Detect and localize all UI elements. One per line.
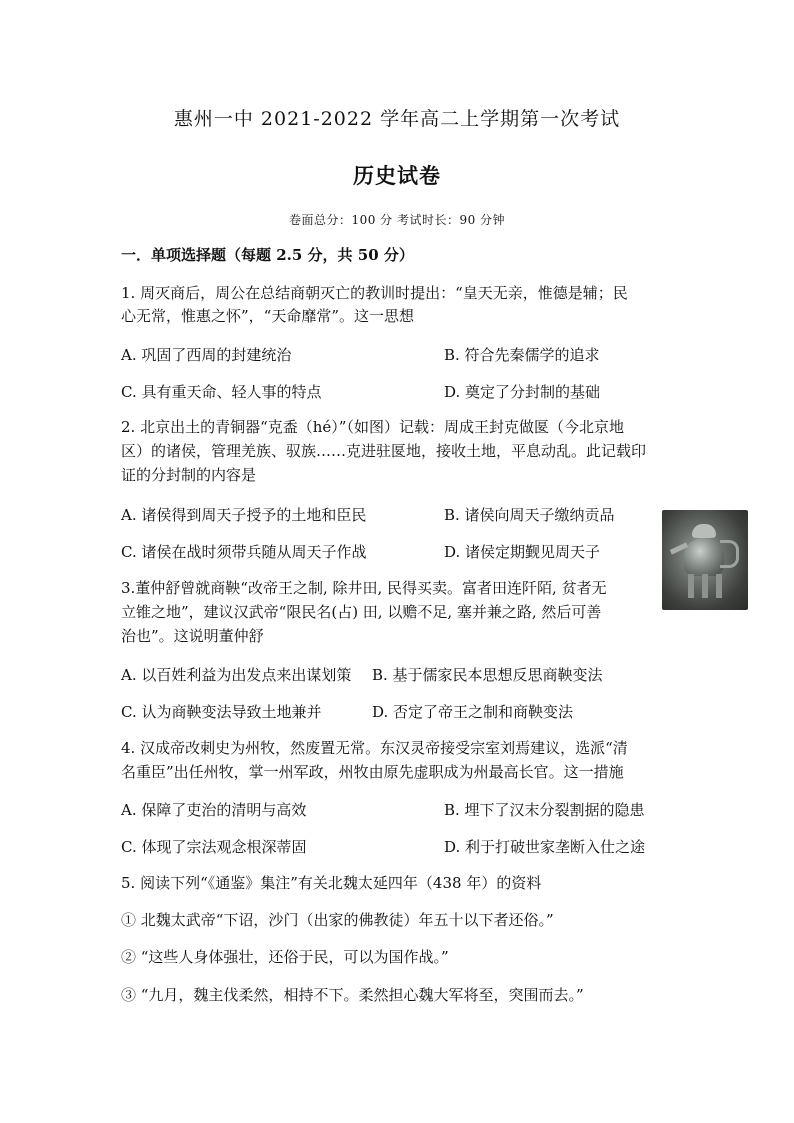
question-2-option-a: A. 诸侯得到周天子授予的土地和臣民 bbox=[121, 506, 367, 524]
question-5-material-3: ③ “九月，魏主伐柔然，相持不下。柔然担心魏大军将至，突围而去。” bbox=[121, 986, 584, 1004]
question-4-option-c: C. 体现了宗法观念根深蒂固 bbox=[121, 838, 307, 856]
question-1-option-d: D. 奠定了分封制的基础 bbox=[444, 383, 601, 401]
question-3-option-b: B. 基于儒家民本思想反思商鞅变法 bbox=[372, 666, 603, 684]
question-1-option-b: B. 符合先秦儒学的追求 bbox=[444, 346, 600, 364]
vessel-leg bbox=[716, 574, 722, 598]
question-2-line-3: 证的分封制的内容是 bbox=[121, 466, 257, 484]
question-4-line-2: 名重臣”出任州牧，掌一州军政，州牧由原先虚职成为州最高长官。这一措施 bbox=[121, 763, 624, 781]
vessel-leg bbox=[688, 574, 694, 598]
question-3-option-c: C. 认为商鞅变法导致土地兼并 bbox=[121, 703, 322, 721]
question-4-option-d: D. 利于打破世家垄断入仕之途 bbox=[444, 838, 646, 856]
question-3-option-d: D. 否定了帝王之制和商鞅变法 bbox=[372, 703, 574, 721]
question-3-option-a: A. 以百姓利益为出发点来出谋划策 bbox=[121, 666, 352, 684]
question-2-line-2: 区）的诸侯，管理羌族、驭族……克进驻匽地，接收土地，平息动乱。此记载印 bbox=[121, 442, 647, 460]
question-1-line-1: 1. 周灭商后，周公在总结商朝灭亡的教训时提出：“皇天无亲，惟德是辅；民 bbox=[121, 284, 628, 302]
question-3-line-1: 3.董仲舒曾就商鞅“改帝王之制, 除井田, 民得买卖。富者田连阡陌, 贫者无 bbox=[121, 579, 607, 597]
question-5-material-1: ① 北魏太武帝“下诏，沙门（出家的佛教徒）年五十以下者还俗。” bbox=[121, 911, 554, 929]
question-1-line-2: 心无常，惟惠之怀”，“天命靡常”。这一思想 bbox=[121, 307, 415, 325]
question-5-material-2: ② “这些人身体强壮，还俗于民，可以为国作战。” bbox=[121, 948, 449, 966]
question-3-line-2: 立锥之地”，建议汉武帝“限民名(占) 田, 以赡不足, 塞并兼之路, 然后可善 bbox=[121, 603, 602, 621]
exam-meta: 卷面总分：100 分 考试时长：90 分钟 bbox=[288, 213, 506, 227]
bronze-vessel-photo bbox=[662, 510, 748, 610]
question-4-line-1: 4. 汉成帝改刺史为州牧，然废置无常。东汉灵帝接受宗室刘焉建议，选派“清 bbox=[121, 739, 628, 757]
question-5-line-1: 5. 阅读下列“《通鉴》集注”有关北魏太延四年（438 年）的资料 bbox=[121, 874, 542, 892]
vessel-leg bbox=[702, 574, 708, 598]
question-2-option-c: C. 诸侯在战时须带兵随从周天子作战 bbox=[121, 543, 367, 561]
question-1-option-c: C. 具有重天命、轻人事的特点 bbox=[121, 383, 322, 401]
vessel-lid bbox=[692, 524, 716, 538]
vessel-handle bbox=[720, 540, 739, 568]
question-3-line-3: 治也”。这说明董仲舒 bbox=[121, 627, 264, 645]
exam-title: 惠州一中 2021-2022 学年高二上学期第一次考试 bbox=[173, 108, 621, 130]
question-4-option-a: A. 保障了吏治的清明与高效 bbox=[121, 801, 307, 819]
question-2-option-d: D. 诸侯定期觐见周天子 bbox=[444, 543, 601, 561]
section-heading: 一．单项选择题（每题 2.5 分，共 50 分） bbox=[121, 246, 414, 264]
question-1-option-a: A. 巩固了西周的封建统治 bbox=[121, 346, 292, 364]
vessel-body bbox=[684, 538, 724, 576]
exam-subject: 历史试卷 bbox=[353, 163, 441, 188]
question-4-option-b: B. 埋下了汉末分裂割据的隐患 bbox=[444, 801, 645, 819]
question-2-option-b: B. 诸侯向周天子缴纳贡品 bbox=[444, 506, 615, 524]
question-2-line-1: 2. 北京出土的青铜器“克盉（hé）”（如图）记载：周成王封克做匽（今北京地 bbox=[121, 418, 624, 436]
